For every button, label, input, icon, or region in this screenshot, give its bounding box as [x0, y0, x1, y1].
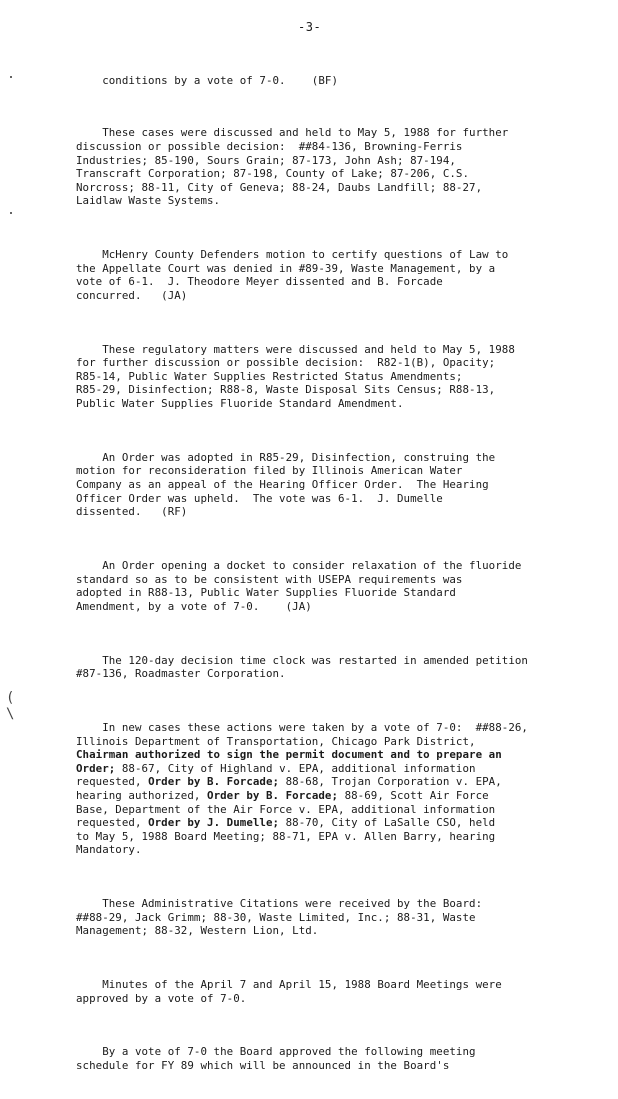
paragraph: An Order was adopted in R85-29, Disinfection, construing the motion for reconsideration filed by Illinois American Water Company as an appeal of the Hearing Officer Order. The Hearing Officer Order was upheld. The vote was 6-1. J. Dumelle dissented. (RF): [76, 450, 496, 519]
bold-text: Order by J. Dumelle;: [148, 816, 280, 830]
scan-speck: [10, 212, 12, 214]
paragraph: Minutes of the April 7 and April 15, 1988 Board Meetings were approved by a vote of 7-0.: [76, 978, 502, 1005]
paragraph: These Administrative Citations were received by the Board: ##88-29, Jack Grimm; 88-30, Waste Limited, Inc.; 88-31, Waste Management; 88-32, Western Lion, Ltd.: [76, 897, 483, 938]
paragraph: These regulatory matters were discussed and held to May 5, 1988 for further discussion or possible decision: R82-1(B), Opacity; R85-14, Public Water Supplies Restricted Status Amendments; R85-29, Disinfection; R88-8, Waste Disposal Sits Census; R88-13, Public Water Supplies Fluoride Standard Amendment.: [76, 342, 515, 411]
bold-text: Order by B. Forcade;: [148, 775, 280, 789]
paragraph: In new cases these actions were taken by a vote of 7-0: ##88-26, Illinois Department of Transportation, Chicago Park District, Chairman authorized to sign the permit document and to prepare an Order; 88-67, City of Highland v. EPA, additional information requested, Order by B. Forcade; 88-68, Trojan Corporation v. EPA, hearing authorized, Order by B. Forcade; 88-69, Scott Air Force Base, Department of the Air Force v. EPA, additional information requested, Order by J. Dumelle; 88-70, City of LaSalle CSO, held to May 5, 1988 Board Meeting; 88-71, EPA v. Allen Barry, hearing Mandatory.: [76, 720, 528, 857]
document-body: [76, 60, 596, 1099]
paragraph: By a vote of 7-0 the Board approved the following meeting schedule for FY 89 which will be announced in the Board's: [76, 1045, 476, 1072]
bold-text: Chairman authorized to sign the permit document and to prepare an Order;: [76, 748, 502, 775]
page-number: -3-: [298, 20, 322, 34]
paragraph: An Order opening a docket to consider relaxation of the fluoride standard so as to be consistent with USEPA requirements was adopted in R88-13, Public Water Supplies Fluoride Standard Amendment, by a vote of 7-0. (JA): [76, 559, 522, 613]
scan-edge-mark: ( \: [6, 690, 15, 722]
paragraph: conditions by a vote of 7-0. (BF): [102, 73, 339, 87]
scan-speck: [10, 76, 12, 78]
paragraph: These cases were discussed and held to May 5, 1988 for further discussion or possible decision: ##84-136, Browning-Ferris Industries; 85-190, Sours Grain; 87-173, John Ash; 87-194, Transcraft Corporation; 87-198, County of Lake; 87-206, C.S. Norcross; 88-11, City of Geneva; 88-24, Daubs Landfill; 88-27, Laidlaw Waste Systems.: [76, 126, 509, 208]
paragraph: McHenry County Defenders motion to certify questions of Law to the Appellate Court was denied in #89-39, Waste Management, by a vote of 6-1. J. Theodore Meyer dissented and B. Forcade concurred. (JA): [76, 248, 509, 302]
paragraph: The 120-day decision time clock was restarted in amended petition #87-136, Roadmaster Corporation.: [76, 653, 528, 681]
bold-text: Order by B. Forcade;: [207, 788, 339, 802]
